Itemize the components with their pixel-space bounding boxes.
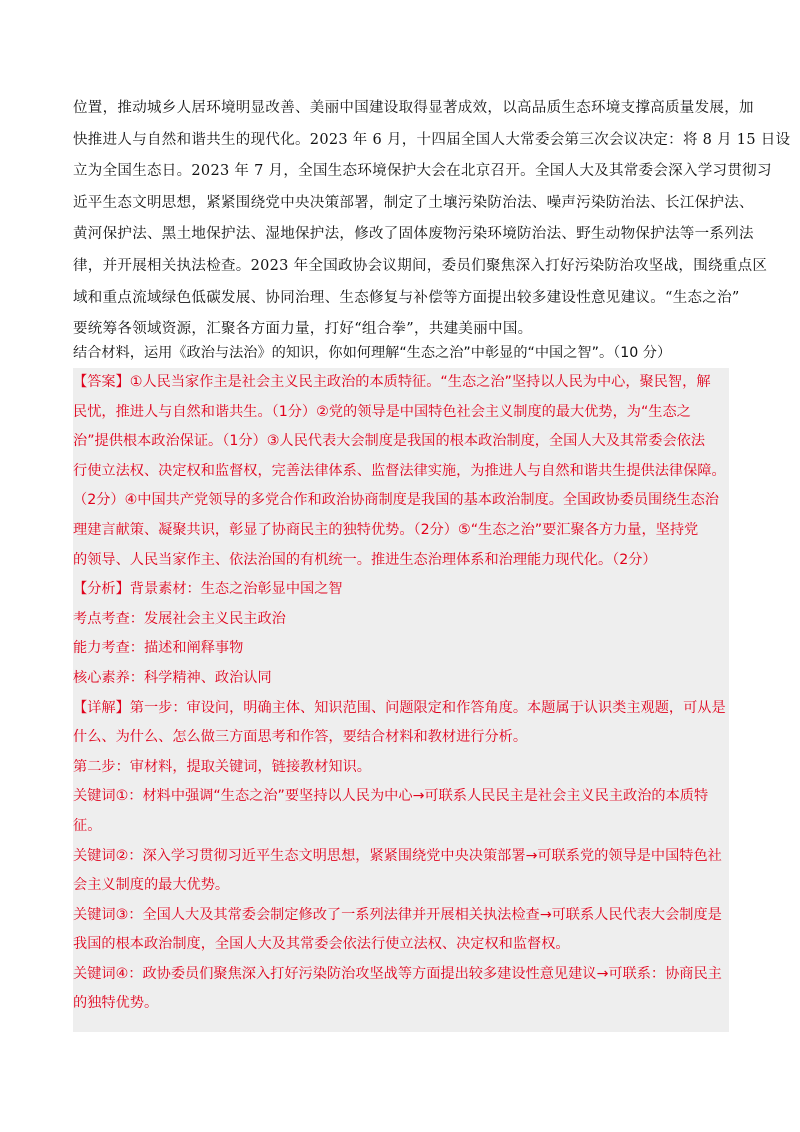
material-passage	[73, 93, 791, 346]
detail-line: 会主义制度的最大优势。	[73, 877, 230, 894]
analysis-tag: 【分析】	[73, 581, 130, 598]
answer-text: ①人民当家作主是社会主义民主政治的本质特征。“生态之治”坚持以人民为中心，聚民智，解	[129, 374, 711, 390]
detail-line: 关键词④：政协委员们聚焦深入打好污染防治攻坚战等方面提出较多建设性意见建议→可联系：协商民主	[73, 965, 722, 982]
material-line: 快推进人与自然和谐共生的现代化。2023 年 6 月，十四届全国人大常委会第三次会议决定：将 8 月 15 日设	[73, 131, 791, 148]
material-line: 近平生态文明思想，紧紧围绕党中央决策部署，制定了土壤污染防治法、噪声污染防治法、长江保护法、	[73, 194, 754, 211]
answer-line: 理建言献策、凝聚共识，彰显了协商民主的独特优势。（2分）⑤“生态之治”要汇聚各方力量，坚持党	[73, 521, 699, 538]
detail-line: 什么、为什么、怎么做三方面思考和作答，要结合材料和教材进行分析。	[73, 729, 528, 746]
answer-line: 民忧，推进人与自然和谐共生。（1分）②党的领导是中国特色社会主义制度的最大优势，为“生态之	[73, 403, 691, 420]
detail-line: 我国的根本政治制度，全国人大及其常委会依法行使立法权、决定权和监督权。	[73, 936, 570, 953]
answer-line: 行使立法权、决定权和监督权，完善法律体系、监督法律实施，为推进人与自然和谐共生提供法律保障。	[73, 462, 726, 479]
detail-tag: 【详解】	[73, 699, 130, 716]
analysis-item: 考点考查：发展社会主义民主政治	[73, 610, 286, 627]
material-line: 域和重点流域绿色低碳发展、协同治理、生态修复与补偿等方面提出较多建设性意见建议。“生态之治”	[73, 289, 740, 306]
answer-line: 治”提供根本政治保证。（1分）③人民代表大会制度是我国的根本政治制度，全国人大及其常委会依法	[73, 433, 706, 450]
detail-text: 第一步：审设问，明确主体、知识范围、问题限定和作答角度。本题属于认识类主观题，可从是	[129, 699, 726, 716]
detail-line: 征。	[73, 817, 102, 834]
analysis-text: 背景素材：生态之治彰显中国之智	[129, 581, 343, 598]
answer-tag: 【答案】	[73, 374, 130, 390]
detail-line: 第二步：审材料，提取关键词，链接教材知识。	[73, 758, 371, 775]
material-line: 位置，推动城乡人居环境明显改善、美丽中国建设取得显著成效，以高品质生态环境支撑高质量发展，加	[73, 100, 754, 116]
material-line: 黄河保护法、黑土地保护法、湿地保护法，修改了固体废物污染环境防治法、野生动物保护法等一系列法	[73, 226, 754, 243]
analysis-line	[73, 575, 729, 605]
answer-line	[73, 368, 729, 398]
analysis-item: 核心素养：科学精神、政治认同	[73, 669, 272, 686]
detail-line: 关键词①：材料中强调“生态之治”要坚持以人民为中心→可联系人民民主是社会主义民主政治的本质特	[73, 788, 709, 805]
detail-line: 关键词③：全国人大及其常委会制定修改了一系列法律并开展相关执法检查→可联系人民代表大会制度是	[73, 906, 722, 923]
detail-line: 的独特优势。	[73, 995, 159, 1012]
detail-line	[73, 694, 729, 724]
material-line: 律，并开展相关执法检查。2023 年全国政协会议期间，委员们聚焦深入打好污染防治攻坚战，围绕重点区	[73, 257, 768, 274]
answer-line: 的领导、人民当家作主、依法治国的有机统一。推进生态治理体系和治理能力现代化。（2分）	[73, 551, 657, 568]
answer-line: （2分）④中国共产党领导的多党合作和政治协商制度是我国的基本政治制度。全国政协委员围绕生态治	[73, 492, 719, 509]
detail-line: 关键词②：深入学习贯彻习近平生态文明思想，紧紧围绕党中央决策部署→可联系党的领导是中国特色社	[73, 847, 722, 864]
material-line: 立为全国生态日。2023 年 7 月，全国生态环境保护大会在北京召开。全国人大及其常委会深入学习贯彻习	[73, 163, 772, 180]
question-prompt: 结合材料，运用《政治与法治》的知识，你如何理解“生态之治”中彰显的“中国之智”。（10 分）	[73, 345, 672, 361]
material-line: 要统筹各领域资源，汇聚各方面力量，打好“组合拳”，共建美丽中国。	[73, 321, 533, 338]
analysis-item: 能力考查：描述和阐释事物	[73, 640, 244, 657]
answer-explanation-block	[73, 368, 729, 1032]
